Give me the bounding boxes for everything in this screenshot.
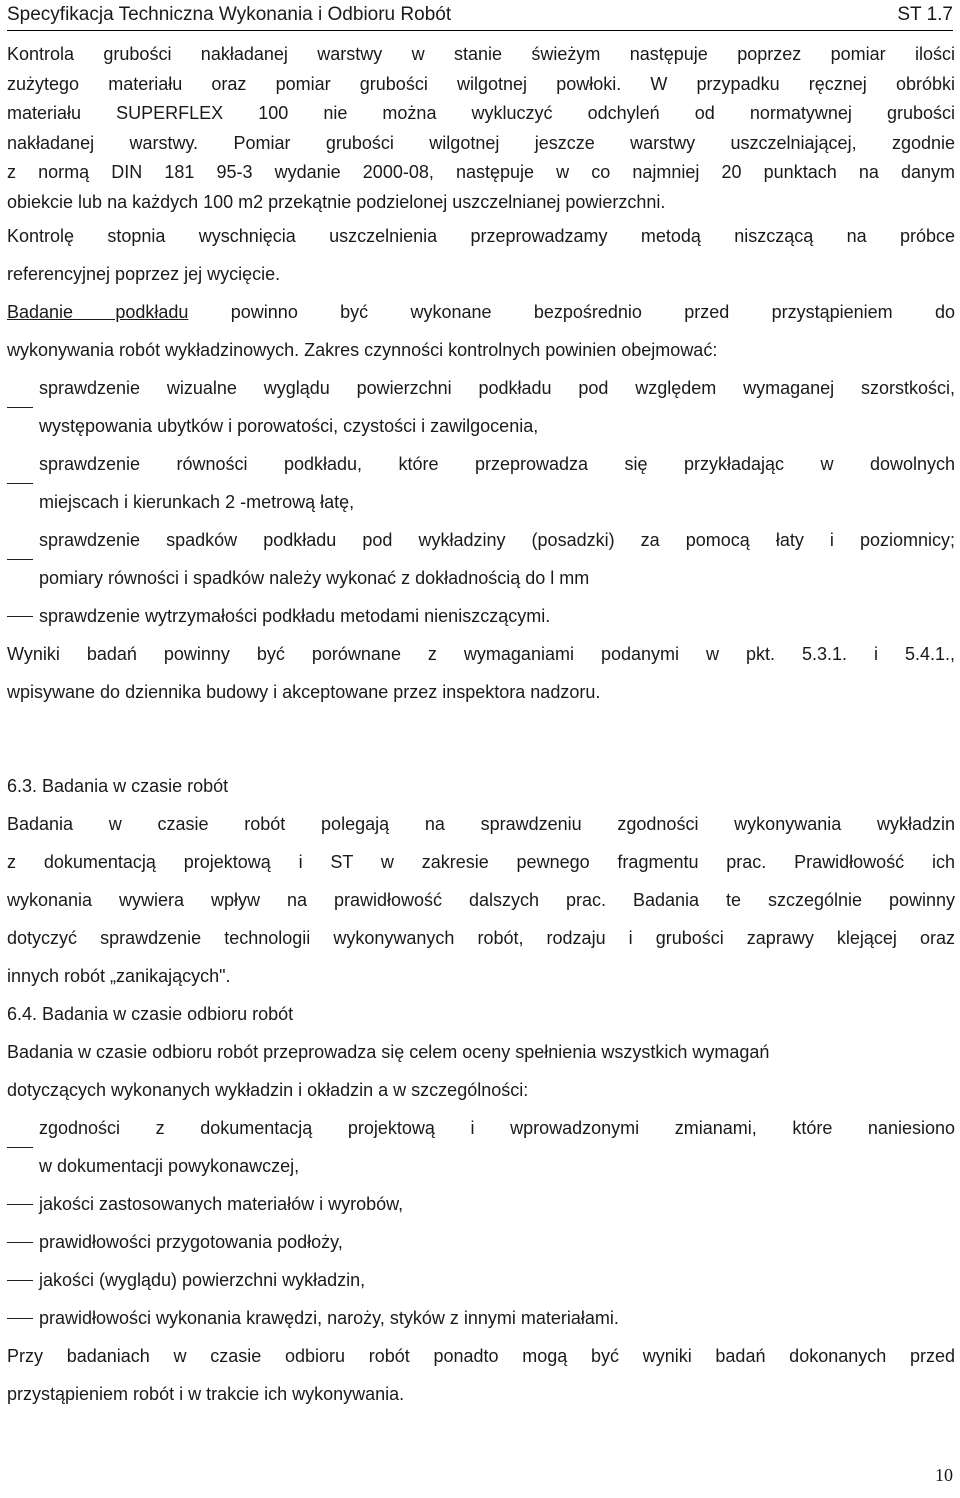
- list-item-line: pomiary równości i spadków należy wykonać z dokładnością do l mm: [39, 568, 590, 588]
- section-heading: 6.4. Badania w czasie odbioru robót: [7, 1004, 294, 1024]
- list-item-line: prawidłowości przygotowania podłoży,: [39, 1232, 343, 1252]
- dash-bullet-icon: [7, 1223, 39, 1261]
- list-item: [7, 597, 955, 635]
- text-line: [7, 293, 955, 331]
- dash-bullet-icon: [7, 445, 39, 521]
- list-item: [7, 521, 955, 597]
- text-line: wykonania wywiera wpływ na prawidłowość dalszych prac. Badania te szczególnie powinny: [7, 890, 955, 910]
- dash-bullet-icon: [7, 369, 39, 445]
- text-line: innych robót „zanikających".: [7, 966, 231, 986]
- text-line: Wyniki badań powinny być porównane z wymaganiami podanymi w pkt. 5.3.1. i 5.4.1.,: [7, 644, 955, 664]
- section-6-4: [7, 995, 955, 1413]
- text-line: Badania w czasie robót polegają na sprawdzeniu zgodności wykonywania wykładzin: [7, 814, 955, 834]
- text-line: wpisywane do dziennika budowy i akceptowane przez inspektora nadzoru.: [7, 682, 601, 702]
- paragraph-thickness-control: [7, 40, 955, 217]
- substrate-check-list: [7, 369, 955, 635]
- text-line: wykonywania robót wykładzinowych. Zakres czynności kontrolnych powinien obejmować:: [7, 340, 718, 360]
- list-item-line: jakości (wyglądu) powierzchni wykładzin,: [39, 1270, 366, 1290]
- document-title: Specyfikacja Techniczna Wykonania i Odbioru Robót: [7, 4, 452, 25]
- dash-bullet-icon: [7, 1185, 39, 1223]
- text-line: dotyczących wykonanych wykładzin i okładzin a w szczególności:: [7, 1080, 529, 1100]
- list-item: [7, 445, 955, 521]
- dash-bullet-icon: [7, 1109, 39, 1185]
- text-line: dotyczyć sprawdzenie technologii wykonywanych robót, rodzaju i grubości zaprawy klejącej oraz: [7, 928, 955, 948]
- list-item-line: miejscach i kierunkach 2 -metrową łatę,: [39, 492, 355, 512]
- text-line: nakładanej warstwy. Pomiar grubości wilgotnej jeszcze warstwy uszczelniającej, zgodnie: [7, 132, 955, 153]
- list-item-line: sprawdzenie równości podkładu, które przeprowadza się przykładając w dowolnych: [39, 454, 955, 474]
- document-body: [7, 40, 955, 1413]
- text-line: Przy badaniach w czasie odbioru robót ponadto mogą być wyniki badań dokonanych przed: [7, 1346, 955, 1366]
- section-6-3: [7, 767, 955, 995]
- acceptance-check-list: [7, 1109, 955, 1337]
- text-line: referencyjnej poprzez jej wycięcie.: [7, 264, 281, 284]
- page-header: [7, 0, 953, 31]
- spec-code: ST 1.7: [897, 4, 953, 25]
- list-item: [7, 1299, 955, 1337]
- text-line: z dokumentacją projektową i ST w zakresie pewnego fragmentu prac. Prawidłowość ich: [7, 852, 955, 872]
- text-line: Kontrola grubości nakładanej warstwy w stanie świeżym następuje poprzez pomiar ilości: [7, 44, 955, 64]
- list-item-line: prawidłowości wykonania krawędzi, naroży, styków z innymi materiałami.: [39, 1308, 619, 1328]
- list-item-line: zgodności z dokumentacją projektową i wprowadzonymi zmianami, które naniesiono: [39, 1118, 955, 1138]
- text-line: obiekcie lub na każdych 100 m2 przekątnie podzielonej uszczelnianej powierzchni.: [7, 191, 666, 212]
- paragraph-substrate-testing: [7, 293, 955, 369]
- text-line: materiału SUPERFLEX 100 nie można wykluczyć odchyleń od normatywnej grubości: [7, 103, 955, 123]
- underlined-term: Badanie podkładu: [7, 302, 189, 322]
- page-number: 10: [935, 1465, 953, 1485]
- list-item-line: występowania ubytków i porowatości, czystości i zawilgocenia,: [39, 416, 539, 436]
- text-line: zużytego materiału oraz pomiar grubości wilgotnej powłoki. W przypadku ręcznej obróbki: [7, 73, 955, 94]
- list-item-line: w dokumentacji powykonawczej,: [39, 1156, 300, 1176]
- dash-bullet-icon: [7, 597, 39, 635]
- section-heading: 6.3. Badania w czasie robót: [7, 776, 229, 796]
- text-line: z normą DIN 181 95-3 wydanie 2000-08, następuje w co najmniej 20 punktach na danym: [7, 162, 955, 182]
- text-line: Badania w czasie odbioru robót przeprowadza się celem oceny spełnienia wszystkich wymagań: [7, 1042, 770, 1062]
- list-item-line: sprawdzenie spadków podkładu pod wykładziny (posadzki) za pomocą łaty i poziomnicy;: [39, 530, 955, 550]
- dash-bullet-icon: [7, 1299, 39, 1337]
- list-item-line: sprawdzenie wytrzymałości podkładu metodami nieniszczącymi.: [39, 606, 551, 626]
- list-item-line: sprawdzenie wizualne wyglądu powierzchni podkładu pod względem wymaganej szorstkości,: [39, 378, 955, 398]
- list-item: [7, 1109, 955, 1185]
- paragraph-results: [7, 635, 955, 711]
- list-item-line: jakości zastosowanych materiałów i wyrobów,: [39, 1194, 404, 1214]
- dash-bullet-icon: [7, 1261, 39, 1299]
- dash-bullet-icon: [7, 521, 39, 597]
- list-item: [7, 1185, 955, 1223]
- list-item: [7, 1223, 955, 1261]
- list-item: [7, 1261, 955, 1299]
- text-line: Kontrolę stopnia wyschnięcia uszczelnienia przeprowadzamy metodą niszczącą na próbce: [7, 226, 955, 246]
- paragraph-drying-control: [7, 217, 955, 293]
- list-item: [7, 369, 955, 445]
- text-run: powinno być wykonane bezpośrednio przed przystąpieniem do: [188, 302, 955, 322]
- text-line: przystąpieniem robót i w trakcie ich wykonywania.: [7, 1384, 405, 1404]
